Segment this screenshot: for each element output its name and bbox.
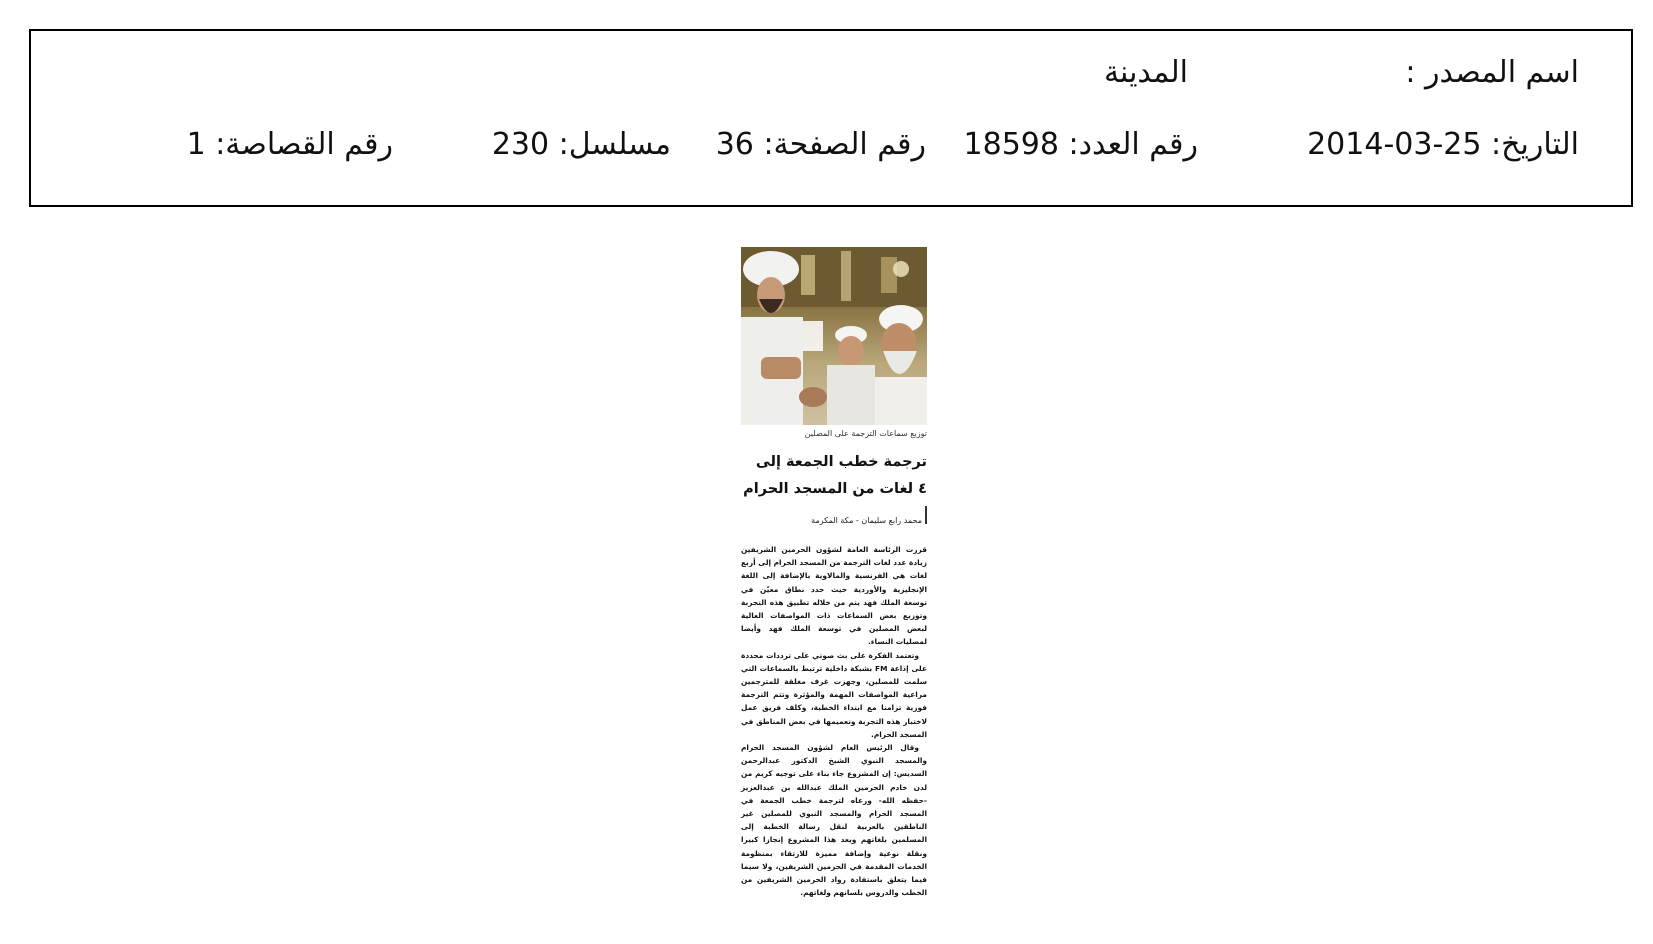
issue-number-field: رقم العدد: 18598 — [963, 127, 1198, 162]
article-paragraph-2: وتعتمد الفكرة على بث صوتي على ترددات محددة على إذاعة FM بشبكة داخلية ترتبط بالسماعات التي سلمت للمصلين، وجهزت غرف مغلقة للمترجمين مراعية المواصفات المهمة والمؤثرة وتتم الترجمة فورية تزامنا مع ابتداء الخطبة، وكلف فريق عمل لاختبار هذه التجربة وتعميمها في بعض المناطق في المسجد الحرام. — [741, 650, 927, 739]
article-paragraph-1: قررت الرئاسة العامة لشؤون الحرمين الشريفين زيادة عدد لغات الترجمة من المسجد الحرام إلى أربع لغات هي الفرنسية والمالاوية بالإضافة إلى اللغة الإنجليزية والأوردية حيث حدد نطاق معيّن في توسعة الملك فهد يتم من خلاله تطبيق هذه التجربة وتوزيع بعض السماعات ذات المواصفات العالية لبعض المصلين في توسعة الملك فهد وأيضا لمصليات النساء. — [741, 545, 927, 647]
photo-illustration — [741, 247, 927, 425]
clipping-header-box — [29, 29, 1633, 207]
source-value: المدينة — [1103, 55, 1188, 90]
headline-line-1: ترجمة خطب الجمعة إلى — [755, 454, 927, 470]
byline-text: محمد رابع سليمان - مكة المكرمة — [811, 516, 922, 525]
article-byline — [741, 506, 927, 524]
source-label: اسم المصدر : — [1405, 55, 1579, 90]
article-headline — [741, 449, 927, 503]
clip-number-field: رقم القصاصة: 1 — [186, 127, 393, 162]
date-field: التاريخ: 25-03-2014 — [1307, 127, 1579, 162]
article-body — [741, 543, 927, 899]
photo-caption: توزيع سماعات الترجمة على المصلين — [804, 429, 927, 438]
byline-bar — [925, 506, 927, 524]
article-paragraph-3: وقال الرئيس العام لشؤون المسجد الحرام والمسجد النبوي الشيخ الدكتور عبدالرحمن السديس: إن المشروع جاء بناء على توجيه كريم من لدن خادم الحرمين الملك عبدالله بن عبدالعزيز -حفظه الله- ورعاه لترجمة خطب الجمعة في المسجد الحرام والمسجد النبوي للمصلين غير الناطقين بالعربية لنقل رسالة الخطبة إلى المسلمين بلغاتهم ويعد هذا المشروع إنجازا كبيرا ونقلة نوعية وإضافة مميزة للارتقاء بمنظومة الخدمات المقدمة في الحرمين الشريفين، ولا سيما فيما يتعلق باستفادة رواد الحرمين الشريفين من الخطب والدروس بلسانهم ولغاتهم. — [741, 743, 927, 898]
headline-line-2: ٤ لغات من المسجد الحرام — [743, 481, 927, 497]
article-photo — [741, 247, 927, 425]
page-number-field: رقم الصفحة: 36 — [715, 127, 926, 162]
serial-field: مسلسل: 230 — [491, 127, 671, 162]
newspaper-clipping — [741, 247, 927, 917]
